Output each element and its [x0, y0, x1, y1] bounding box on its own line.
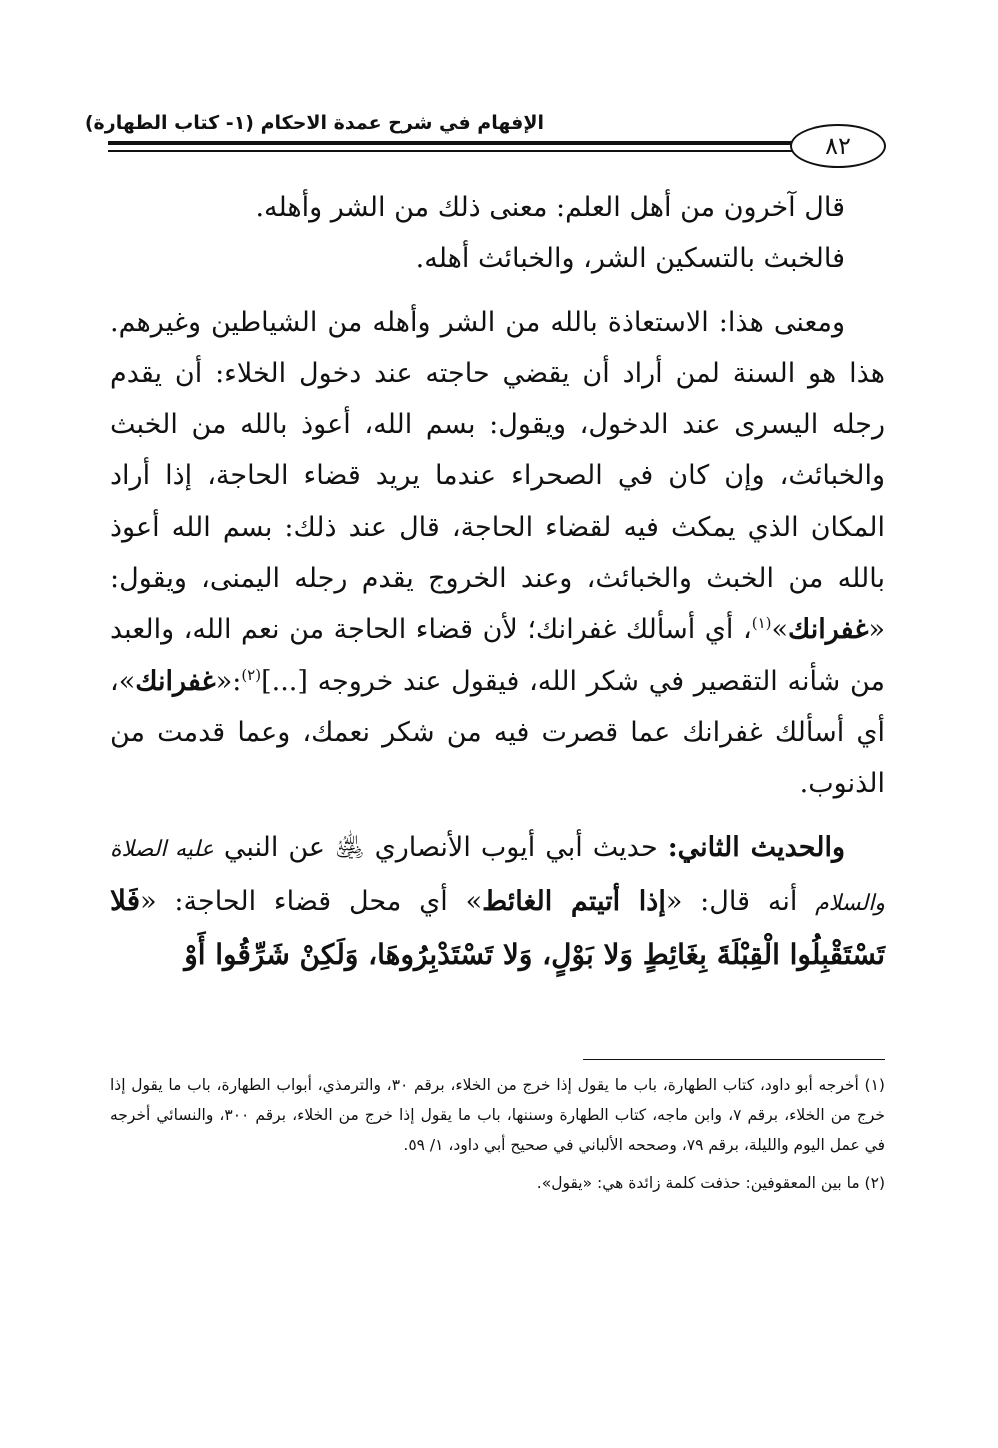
page-number: ٨٢	[825, 132, 851, 160]
paragraph-3	[110, 822, 885, 982]
quote-ghufranak-1: غفرانك	[788, 614, 869, 646]
honorific-phrase: عليه الصلاة والسلام	[110, 836, 885, 916]
quote-close: »	[771, 614, 789, 646]
footnotes	[110, 1070, 885, 1198]
paragraph-2-text-a: ومعنى هذا: الاستعاذة بالله من الشر وأهله من الشياطين وغيرهم. هذا هو السنة لمن أراد أن يقضي حاجته عند دخول الخلاء: أن يقدم رجله اليسرى عند الدخول، ويقول: بسم الله، أعوذ بالله من الخبث والخبائث، وإن كان في الصحراء عندما يريد قضاء الحاجة، إذا أراد المكان الذي يمكث فيه لقضاء الحاجة، قال عند ذلك: بسم الله أعوذ بالله من الخبث والخبائث، وعند الخروج يقدم رجله اليمنى، ويقول: «	[110, 306, 885, 646]
paragraph-1-line-2: فالخبث بالتسكين الشر، والخبائث أهله.	[415, 243, 845, 275]
paragraph-2-text-c: »، أي أسألك غفرانك عما قصرت فيه من شكر نعمك، وعما قدمت من الذنوب.	[110, 665, 885, 800]
quote-ghufranak-2: غفرانك	[135, 665, 216, 697]
paragraph-2-colon: :«	[215, 665, 242, 697]
main-text	[110, 182, 885, 981]
paragraph-3-text-c: » أي محل قضاء الحاجة: «	[140, 885, 483, 917]
footnote-ref-2[interactable]: (٢)	[241, 665, 262, 684]
paragraph-3-text-b: أنه قال: «	[665, 885, 816, 917]
footnote-ref-1[interactable]: (١)	[751, 614, 772, 633]
hadith-heading: والحديث الثاني:	[667, 831, 846, 863]
paragraph-2-text-b: ، أي أسألك غفرانك؛ لأن قضاء الحاجة من نعم الله، والعبد من شأنه التقصير في شكر الله، فيقول عند خروجه [...]	[110, 614, 885, 697]
page-number-badge	[790, 124, 886, 168]
footnote-separator	[583, 1059, 885, 1060]
paragraph-1-line-1: قال آخرون من أهل العلم: معنى ذلك من الشر وأهله.	[255, 192, 845, 223]
quote-ghaait: إذا أتيتم الغائط	[482, 885, 666, 917]
header-rule-thick	[108, 141, 808, 145]
footnote-2: (٢) ما بين المعقوفين: حذفت كلمة زائدة هي: «يقول».	[536, 1174, 885, 1192]
header-rule-thin	[108, 150, 808, 152]
running-header-title: الإفهام في شرح عمدة الاحكام (١- كتاب الطهارة)	[84, 112, 544, 134]
hadith-text: فَلا تَسْتَقْبِلُوا الْقِبْلَةَ بِغَائِطٍ وَلا بَوْلٍ، وَلا تَسْتَدْبِرُوهَا، وَلَكِنْ شَرِّقُوا أَوْ	[110, 883, 885, 972]
footnote-1: (١) أخرجه أبو داود، كتاب الطهارة، باب ما يقول إذا خرج من الخلاء، برقم ٣٠، والترمذي، أبواب الطهارة، باب ما يقول إذا خرج من الخلاء، برقم ٧، وابن ماجه، كتاب الطهارة وسننها، باب ما يقول إذا خرج من الخلاء، برقم ٣٠٠، والنسائي أخرجه في عمل اليوم والليلة، برقم ٧٩، وصححه الألباني في صحيح أبي داود، ١/ ٥٩.	[110, 1076, 885, 1154]
paragraph-2	[110, 297, 885, 810]
paragraph-3-text-a: حديث أبي أيوب الأنصاري ﵁ عن النبي	[213, 831, 668, 863]
